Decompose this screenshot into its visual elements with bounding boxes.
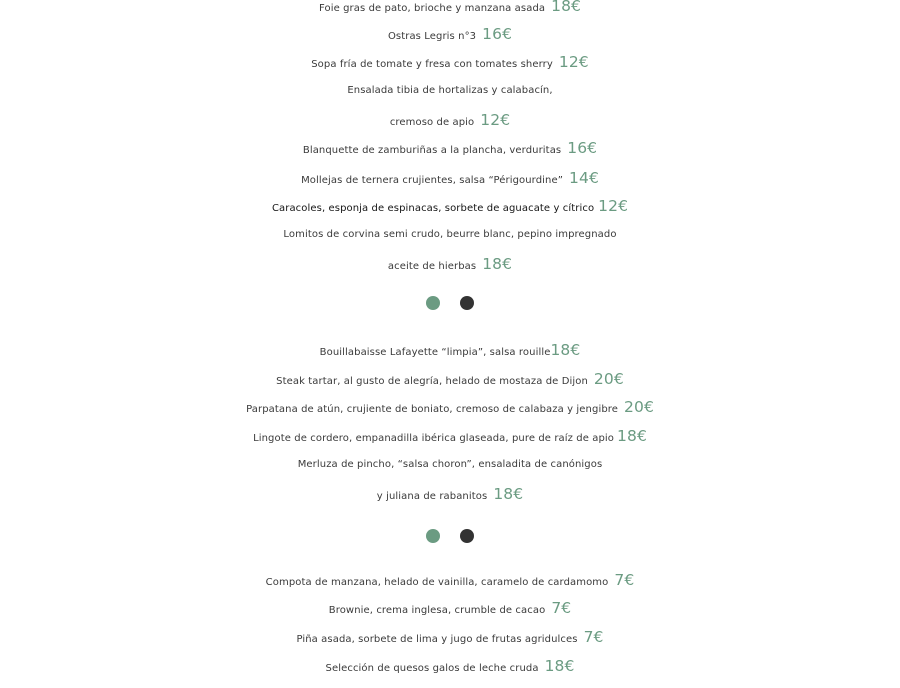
dish-price: 18€ xyxy=(551,0,582,15)
dish-name: cremoso de apio xyxy=(389,117,475,128)
dish-name: Lomitos de corvina semi crudo, beurre blanc, pepino impregnado xyxy=(283,229,617,240)
dish-name: Ostras Legris n°3 xyxy=(387,31,477,42)
dish-name: Brownie, crema inglesa, crumble de cacao xyxy=(328,605,546,616)
dish-price: 14€ xyxy=(569,169,599,187)
dark-dot-icon xyxy=(460,529,474,543)
menu-item xyxy=(0,339,900,364)
menu-item xyxy=(0,137,900,162)
dish-price: 18€ xyxy=(544,657,575,675)
dish-name: Piña asada, sorbete de lima y jugo de frutas agridulces xyxy=(296,634,578,645)
menu-item xyxy=(0,80,900,102)
dish-name: Bouillabaisse Lafayette “limpia”, salsa rouille xyxy=(319,347,551,358)
dish-name: aceite de hierbas xyxy=(387,261,477,272)
dish-price: 7€ xyxy=(614,571,635,589)
menu-item xyxy=(0,626,900,651)
menu-item xyxy=(0,51,900,76)
menu-item xyxy=(0,167,900,192)
dish-name: Compota de manzana, helado de vainilla, caramelo de cardamomo xyxy=(265,577,609,588)
section-divider xyxy=(0,292,900,308)
dark-dot-icon xyxy=(460,296,474,310)
dish-name: Blanquette de zamburiñas a la plancha, verduritas xyxy=(302,145,562,156)
dish-name: Steak tartar, al gusto de alegría, helado de mostaza de Dijon xyxy=(276,376,588,387)
menu-item xyxy=(0,396,900,421)
dish-price: 16€ xyxy=(482,25,513,43)
dish-price: 18€ xyxy=(550,341,581,359)
dish-price: 7€ xyxy=(551,599,572,617)
dish-name: y juliana de rabanitos xyxy=(376,491,488,502)
dish-name: Sopa fría de tomate y fresa con tomates sherry xyxy=(311,59,553,70)
menu-item xyxy=(0,368,900,393)
dish-price: 18€ xyxy=(482,255,513,273)
green-dot-icon xyxy=(426,296,440,310)
dish-name: Ensalada tibia de hortalizas y calabacín, xyxy=(347,85,553,96)
dish-name: Mollejas de ternera crujientes, salsa “Périgourdine” xyxy=(301,175,564,186)
menu-item xyxy=(0,425,900,450)
dish-name: Merluza de pincho, “salsa choron”, ensaladita de canónigos xyxy=(297,459,603,470)
menu-item xyxy=(0,195,900,220)
dish-price: 7€ xyxy=(583,628,604,646)
menu-item xyxy=(0,597,900,622)
dish-price: 20€ xyxy=(593,370,624,388)
dish-price: 18€ xyxy=(617,427,647,445)
menu-item xyxy=(0,0,900,20)
dish-name: Selección de quesos galos de leche cruda xyxy=(325,663,539,674)
menu-item xyxy=(0,454,900,476)
dish-price: 12€ xyxy=(598,197,629,215)
menu-item xyxy=(0,655,900,680)
dish-price: 12€ xyxy=(558,53,589,71)
menu-item xyxy=(0,483,900,508)
section-divider xyxy=(0,525,900,541)
dish-name: Parpatana de atún, crujiente de boniato, cremoso de calabaza y jengibre xyxy=(246,404,619,415)
dish-name: Foie gras de pato, brioche y manzana asada xyxy=(318,3,546,14)
green-dot-icon xyxy=(426,529,440,543)
menu-item xyxy=(0,23,900,48)
dish-price: 16€ xyxy=(567,139,598,157)
dish-name: Lingote de cordero, empanadilla ibérica glaseada, pure de raíz de apio xyxy=(253,433,615,444)
menu-item xyxy=(0,109,900,134)
dish-name: Caracoles, esponja de espinacas, sorbete de aguacate y cítrico xyxy=(271,203,595,214)
menu-item xyxy=(0,253,900,278)
dish-price: 20€ xyxy=(624,398,654,416)
dish-price: 18€ xyxy=(493,485,524,503)
menu-item xyxy=(0,569,900,594)
menu-item xyxy=(0,224,900,246)
dish-price: 12€ xyxy=(480,111,511,129)
